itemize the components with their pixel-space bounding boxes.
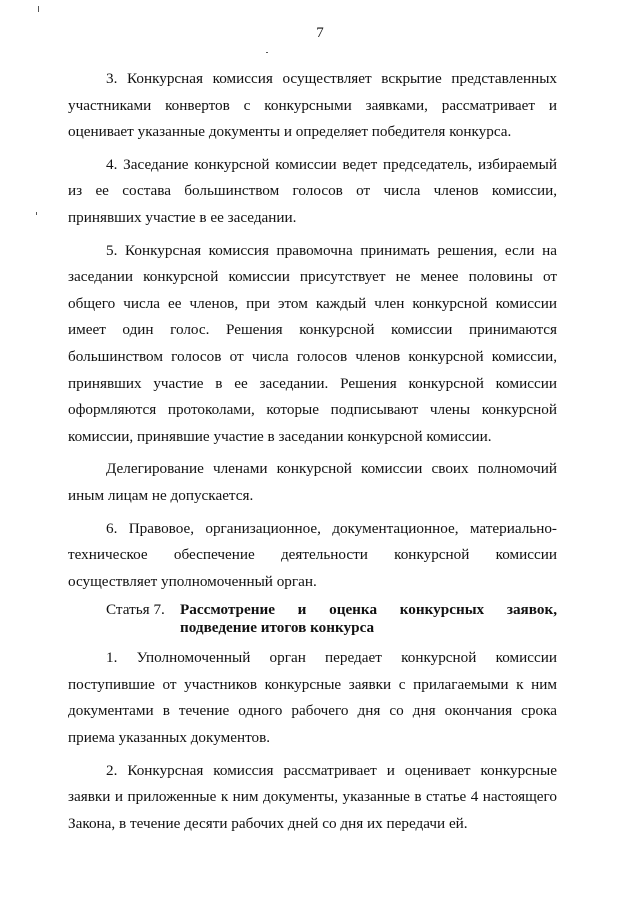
article-heading bbox=[106, 601, 557, 637]
document-body bbox=[68, 66, 557, 843]
paragraph-delegation: Делегирование членами конкурсной комиссии своих полномочий иным лицам не допускается. bbox=[68, 460, 557, 504]
paragraph-6: 6. Правовое, организационное, документационное, материально-техническое обеспечение деятельности конкурсной комиссии осуществляет уполномоченный орган. bbox=[68, 519, 557, 590]
scan-mark-right bbox=[266, 52, 268, 53]
paragraph-5: 5. Конкурсная комиссия правомочна принимать решения, если на заседании конкурсной комиссии присутствует не менее половины от общего числа ее членов, при этом каждый член конкурсной комиссии имеет один голос. Решения конкурсной комиссии принимаются большинством голосов от числа голосов членов конкурсной комиссии, принявших участие в ее заседании. Решения конкурсной комиссии оформляются протоколами, которые подписывают члены конкурсной комиссии, принявшие участие в заседании конкурсной комиссии. bbox=[68, 241, 557, 445]
paragraph-4: 4. Заседание конкурсной комиссии ведет председатель, избираемый из ее состава большинством голосов от числа членов комиссии, принявших участие в ее заседании. bbox=[68, 155, 557, 226]
article-label: Статья 7. bbox=[106, 601, 165, 619]
page-number: 7 bbox=[316, 25, 324, 41]
article-title-line-1: Рассмотрение и оценка конкурсных заявок, bbox=[180, 601, 557, 619]
article-7-paragraph-1: 1. Уполномоченный орган передает конкурсной комиссии поступившие от участников конкурсные заявки с прилагаемыми к ним документами в течение одного рабочего дня со дня окончания срока приема указанных документов. bbox=[68, 649, 557, 747]
article-title bbox=[180, 601, 557, 637]
paragraph-3: 3. Конкурсная комиссия осуществляет вскрытие представленных участниками конвертов с конкурсными заявками, рассматривает и оценивает указанные документы и определяет победителя конкурса. bbox=[68, 70, 557, 141]
article-7-paragraph-2: 2. Конкурсная комиссия рассматривает и оценивает конкурсные заявки и приложенные к ним документы, указанные в статье 4 настоящего Закона, в течение десяти рабочих дней со дня их передачи ей. bbox=[68, 761, 557, 832]
scan-mark-left bbox=[36, 212, 37, 215]
article-title-line-2: подведение итогов конкурса bbox=[180, 619, 375, 637]
scan-mark-top-left bbox=[38, 6, 39, 12]
